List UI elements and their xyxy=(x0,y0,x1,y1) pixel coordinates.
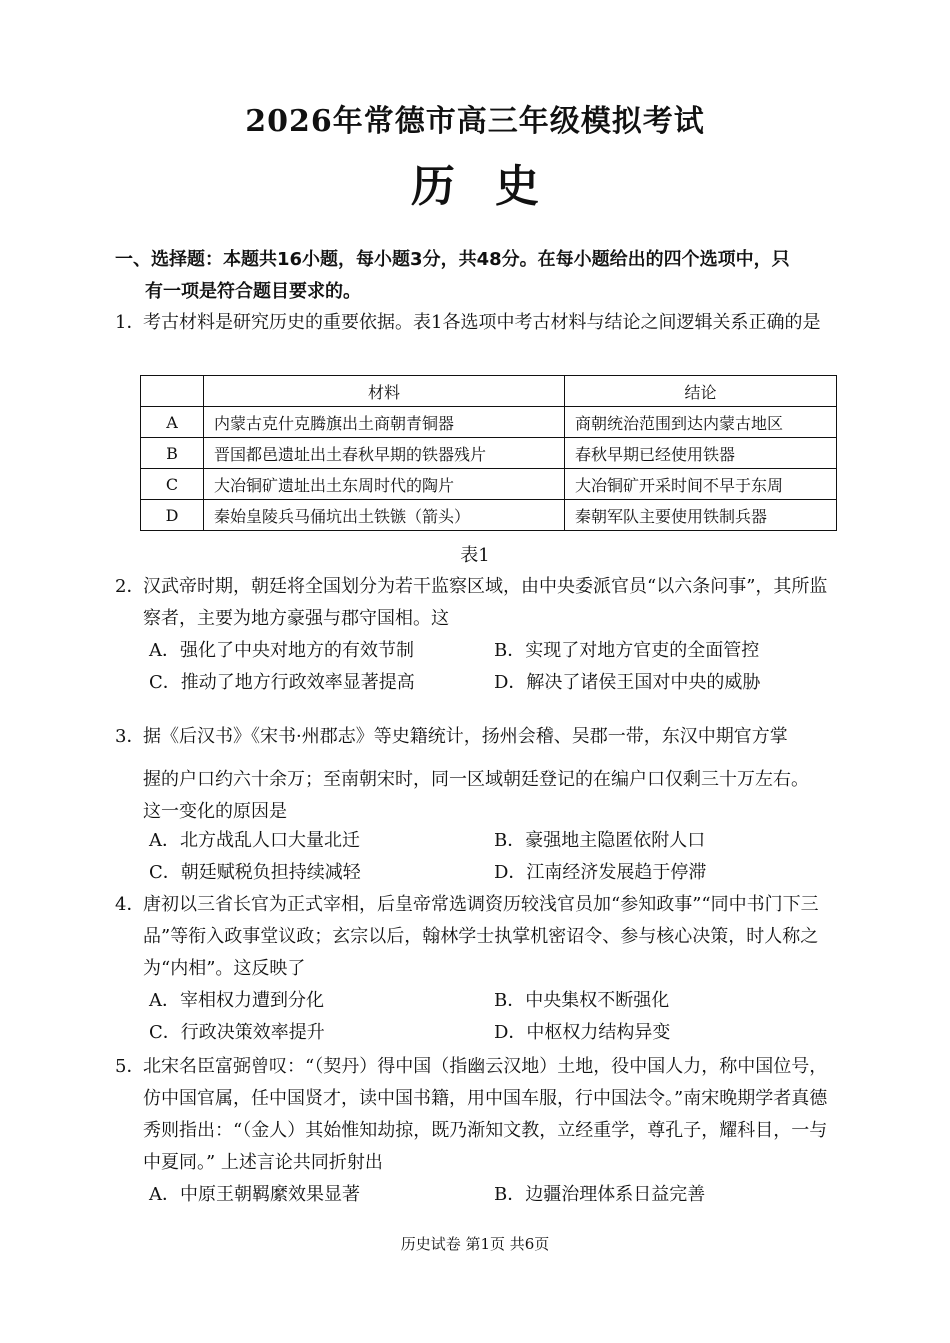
options-row xyxy=(149,635,839,667)
table-cell-letter: B xyxy=(141,438,204,469)
question-stem: 北宋名臣富弼曾叹：“（契丹）得中国（指幽云汉地）土地，役中国人力，称中国位号，仿中国官属，任中国贤才，读中国书籍，用中国车服，行中国法令。”南宋晚期学者真德秀则指出：“（金人）其始惟知劫掠，既乃渐知文教，立经重学，尊孔子，耀科目，一与中夏同。” 上述言论共同折射出 xyxy=(143,1056,828,1173)
table-header-row xyxy=(141,376,837,407)
table-cell-letter: D xyxy=(141,500,204,531)
table-cell-letter: A xyxy=(141,407,204,438)
question-3 xyxy=(115,721,840,753)
question-stem: 唐初以三省长官为正式宰相，后皇帝常选调资历较浅官员加“参知政事”“同中书门下三品”等衔入政事堂议政；玄宗以后，翰林学士执掌机密诏令、参与核心决策，时人称之为“内相”。这反映了 xyxy=(143,894,819,979)
options-row xyxy=(149,985,839,1017)
options-row xyxy=(149,1017,839,1049)
option-a[interactable]: A．中原王朝羁縻效果显著 xyxy=(149,1184,360,1205)
section-heading-line1: 一、选择题：本题共16小题，每小题3分，共48分。在每小题给出的四个选项中，只 xyxy=(115,249,790,270)
options-row xyxy=(149,667,839,699)
option-d[interactable]: D．解决了诸侯王国对中央的威胁 xyxy=(494,672,761,693)
material-table xyxy=(140,375,837,531)
question-number: 5． xyxy=(115,1056,145,1077)
table-row xyxy=(141,438,837,469)
table-cell-conclusion: 春秋早期已经使用铁器 xyxy=(565,438,837,469)
question-stem: 考古材料是研究历史的重要依据。表1各选项中考古材料与结论之间逻辑关系正确的是 xyxy=(143,312,821,333)
option-b[interactable]: B．中央集权不断强化 xyxy=(494,990,670,1011)
option-a[interactable]: A．强化了中央对地方的有效节制 xyxy=(149,640,414,661)
question-number: 3． xyxy=(115,726,145,747)
option-c[interactable]: C．朝廷赋税负担持续减轻 xyxy=(149,862,361,883)
page-footer: 历史试卷 第1页 共6页 xyxy=(400,1235,550,1253)
table-row xyxy=(141,407,837,438)
table-cell-material: 大冶铜矿遗址出土东周时代的陶片 xyxy=(204,469,565,500)
table-caption: 表1 xyxy=(460,545,490,566)
table-cell-material: 内蒙古克什克腾旗出土商朝青铜器 xyxy=(204,407,565,438)
table-cell-conclusion: 秦朝军队主要使用铁制兵器 xyxy=(565,500,837,531)
option-d[interactable]: D．中枢权力结构异变 xyxy=(494,1022,671,1043)
table-header-cell xyxy=(141,376,204,407)
section-heading xyxy=(115,244,840,308)
option-a[interactable]: A．北方战乱人口大量北迁 xyxy=(149,830,360,851)
question-stem-line1: 据《后汉书》《宋书·州郡志》等史籍统计，扬州会稽、吴郡一带，东汉中期官方掌 xyxy=(143,726,788,747)
question-stem: 汉武帝时期，朝廷将全国划分为若干监察区域，由中央委派官员“以六条问事”，其所监察者，主要为地方豪强与郡守国相。这 xyxy=(143,576,828,629)
section-heading-line2: 有一项是符合题目要求的。 xyxy=(145,281,361,302)
question-5 xyxy=(115,1051,840,1179)
question-4 xyxy=(115,889,840,985)
option-d[interactable]: D．江南经济发展趋于停滞 xyxy=(494,862,707,883)
table-row xyxy=(141,469,837,500)
question-number: 2． xyxy=(115,576,145,597)
options-row xyxy=(149,825,839,857)
option-b[interactable]: B．豪强地主隐匿依附人口 xyxy=(494,830,706,851)
question-stem-line2: 握的户口约六十余万；至南朝宋时，同一区域朝廷登记的在编户口仅剩三十万左右。 xyxy=(143,769,809,790)
question-1 xyxy=(115,307,840,339)
option-c[interactable]: C．行政决策效率提升 xyxy=(149,1022,325,1043)
options-row xyxy=(149,857,839,889)
question-stem-line3: 这一变化的原因是 xyxy=(143,801,287,822)
table-header-cell: 结论 xyxy=(565,376,837,407)
options-row xyxy=(149,1179,839,1211)
question-number: 4． xyxy=(115,894,145,915)
option-a[interactable]: A．宰相权力遭到分化 xyxy=(149,990,324,1011)
table-cell-conclusion: 商朝统治范围到达内蒙古地区 xyxy=(565,407,837,438)
option-b[interactable]: B．实现了对地方官吏的全面管控 xyxy=(494,640,760,661)
exam-title: 2026年常德市高三年级模拟考试 xyxy=(245,104,705,139)
subject-title: 历史 xyxy=(411,161,579,212)
question-2 xyxy=(115,571,840,635)
table-cell-conclusion: 大冶铜矿开采时间不早于东周 xyxy=(565,469,837,500)
table-cell-material: 晋国都邑遗址出土春秋早期的铁器残片 xyxy=(204,438,565,469)
table-cell-material: 秦始皇陵兵马俑坑出土铁镞（箭头） xyxy=(204,500,565,531)
option-b[interactable]: B．边疆治理体系日益完善 xyxy=(494,1184,706,1205)
table-cell-letter: C xyxy=(141,469,204,500)
table-header-cell: 材料 xyxy=(204,376,565,407)
option-c[interactable]: C．推动了地方行政效率显著提高 xyxy=(149,672,415,693)
question-3-cont xyxy=(115,764,840,828)
question-number: 1． xyxy=(115,312,145,333)
table-row xyxy=(141,500,837,531)
